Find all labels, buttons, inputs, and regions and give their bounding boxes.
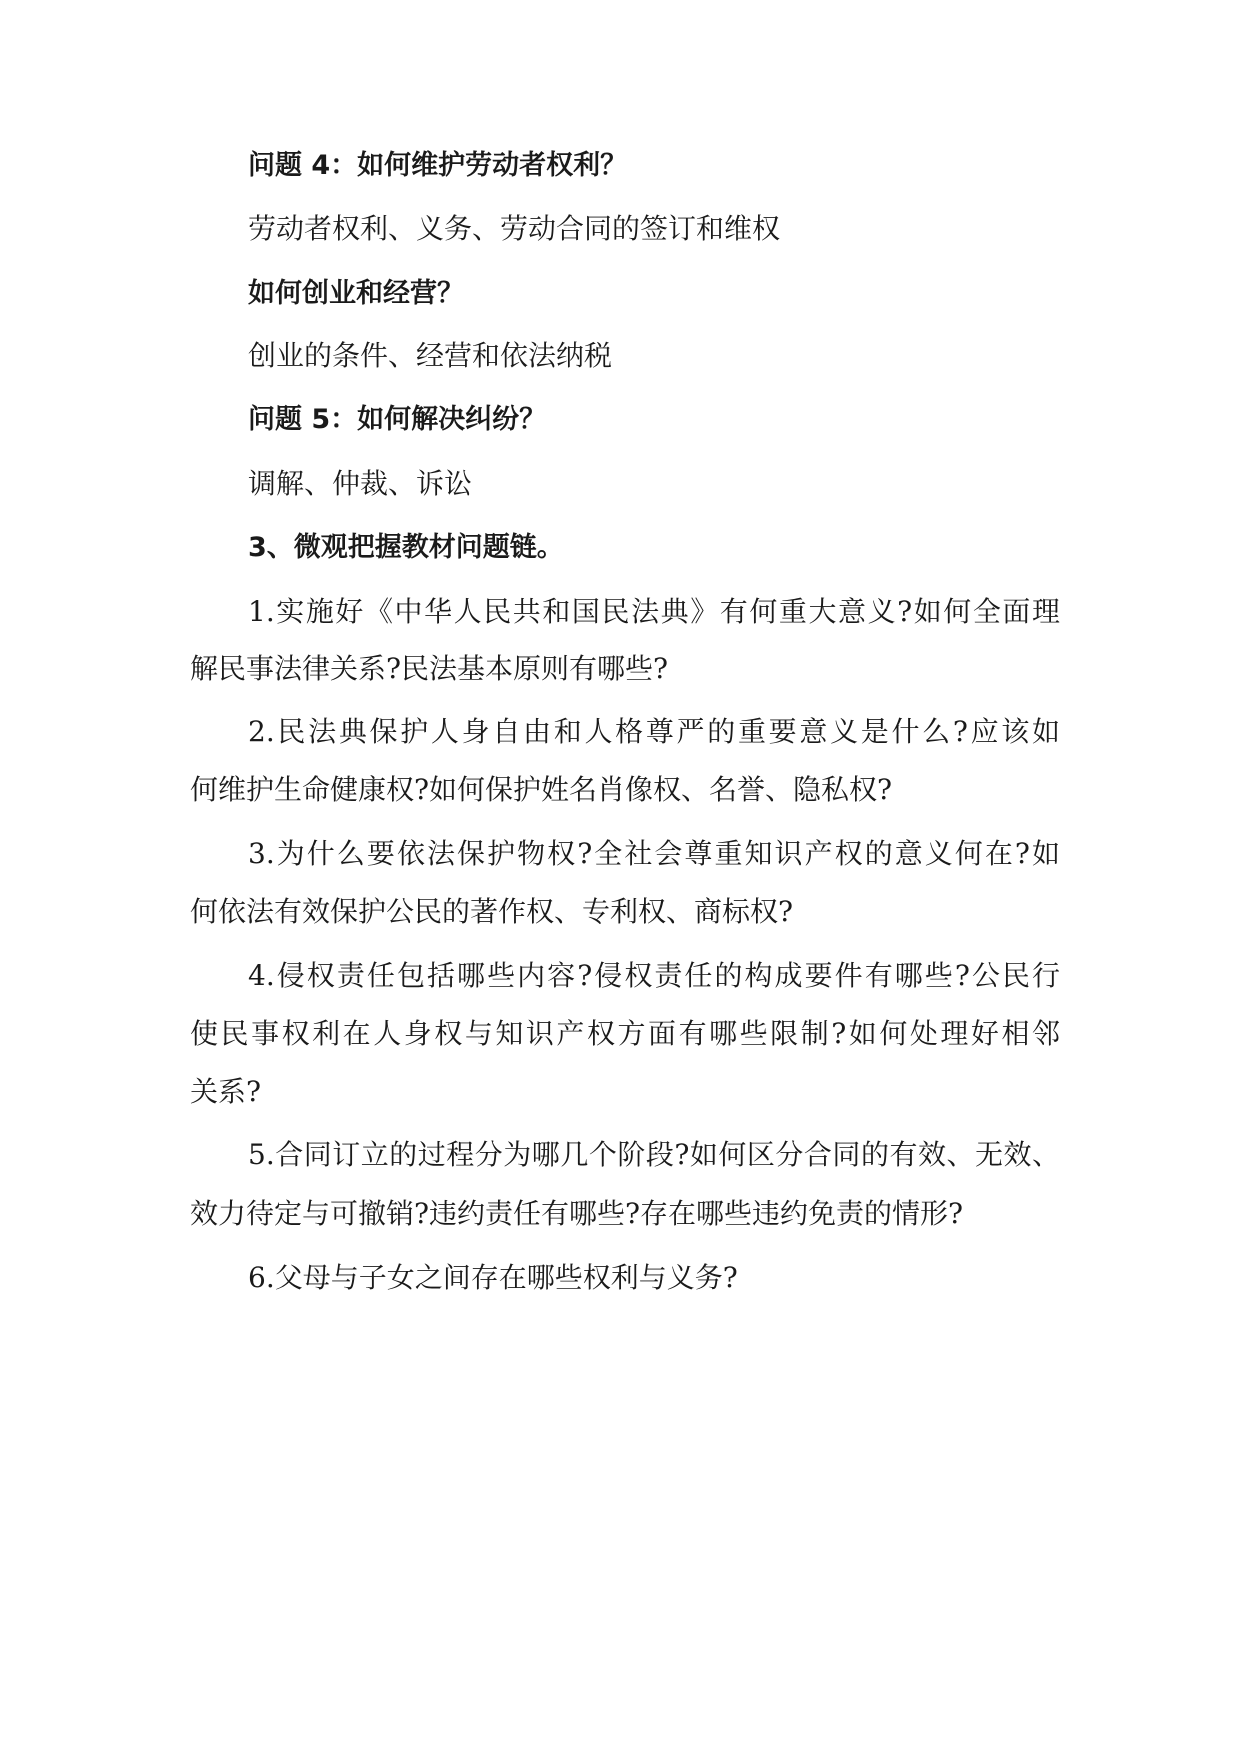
business-heading: 如何创业和经营？ — [248, 278, 464, 309]
item-2-line-2: 何维护生命健康权?如何保护姓名肖像权、名誉、隐私权? — [190, 773, 893, 806]
question-4-heading: 问题 4：如何维护劳动者权利？ — [248, 150, 628, 181]
item-1-line-2: 解民事法律关系?民法基本原则有哪些? — [190, 652, 669, 685]
question-5-answer: 调解、仲裁、诉讼 — [248, 467, 473, 500]
question-4-answer: 劳动者权利、义务、劳动合同的签订和维权 — [248, 212, 781, 245]
item-3-line-1: 3.为什么要依法保护物权?全社会尊重知识产权的意义何在?如 — [248, 837, 1060, 870]
item-6-line-1: 6.父母与子女之间存在哪些权利与义务? — [248, 1261, 738, 1294]
business-answer: 创业的条件、经营和依法纳税 — [248, 339, 613, 372]
question-5-heading: 问题 5：如何解决纠纷？ — [248, 404, 547, 435]
item-4-line-1: 4.侵权责任包括哪些内容?侵权责任的构成要件有哪些?公民行 — [248, 959, 1060, 992]
item-4-line-3: 关系? — [190, 1075, 262, 1108]
item-1-line-1: 1.实施好《中华人民共和国民法典》有何重大意义?如何全面理 — [248, 595, 1060, 628]
item-2-line-1: 2.民法典保护人身自由和人格尊严的重要意义是什么?应该如 — [248, 715, 1060, 748]
item-5-line-2: 效力待定与可撤销?违约责任有哪些?存在哪些违约免责的情形? — [190, 1197, 964, 1230]
section-3-heading: 3、微观把握教材问题链。 — [248, 532, 564, 563]
item-3-line-2: 何依法有效保护公民的著作权、专利权、商标权? — [190, 895, 794, 928]
item-4-line-2: 使民事权利在人身权与知识产权方面有哪些限制?如何处理好相邻 — [190, 1017, 1060, 1050]
item-5-line-1: 5.合同订立的过程分为哪几个阶段?如何区分合同的有效、无效、 — [248, 1138, 1060, 1171]
